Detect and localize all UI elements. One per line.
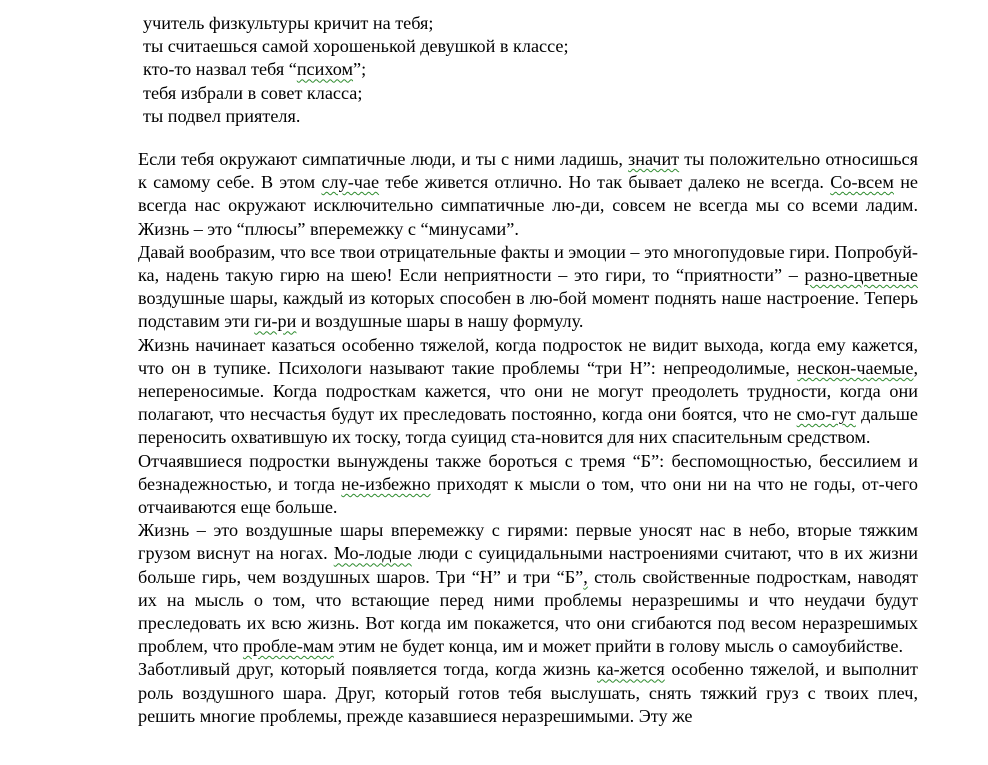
- paragraph-gap: [138, 128, 918, 148]
- paragraph-text: воздушные шары, каждый из которых способен в лю-бой момент поднять наше настроение. Теперь подставим эти: [138, 288, 918, 332]
- list-item-text: учитель физкультуры кричит на тебя;: [143, 13, 434, 33]
- spellcheck-word: пробле-мам: [242, 636, 334, 657]
- list-item-text: ты считаешься самой хорошенькой девушкой в классе;: [143, 36, 569, 57]
- list-item: [143, 58, 918, 81]
- body-paragraph: [138, 519, 918, 658]
- list-item: [143, 35, 918, 58]
- spellcheck-word: ги-ри: [254, 311, 297, 332]
- spellcheck-word: разно-цветные: [804, 264, 918, 285]
- body-paragraph: [138, 334, 918, 450]
- paragraphs: [138, 148, 918, 728]
- list-item-text: тебя избрали в совет класса;: [143, 82, 363, 103]
- paragraph-text: особенно тяжелой, и выполнит роль воздушного шара. Друг, который готов тебя выслушать, снять тяжкий груз с твоих плеч, решить многие проблемы, прежде казавшиеся неразрешимыми. Эту же: [138, 659, 918, 726]
- paragraph-text: Если тебя окружают симпатичные люди, и ты с ними ладишь,: [138, 148, 629, 169]
- spellcheck-word: психом: [296, 59, 354, 80]
- list-item: [143, 82, 918, 105]
- body-paragraph: [138, 450, 918, 520]
- spellcheck-word: ,: [583, 566, 588, 587]
- paragraph-text: приходят к мысли о том, что они ни на что не годы, от-чего отчаиваются еще больше.: [138, 473, 918, 517]
- list-item-text: ”;: [353, 59, 367, 80]
- paragraph-text: люди с суицидальными настроениями считают, что в их жизни больше гирь, чем воздушных шаров. Три “Н” и три “Б”: [138, 543, 919, 587]
- spellcheck-word: не-избежно: [341, 473, 431, 494]
- paragraph-text: Жизнь – это воздушные шары вперемежку с гирями: первые уносят нас в небо, вторые тяжким грузом виснут на ногах.: [138, 520, 918, 564]
- list-item: [143, 12, 918, 35]
- paragraph-text: этим не будет конца, им и может прийти в голову мысль о самоубийстве.: [333, 636, 904, 657]
- paragraph-text: Давай вообразим, что все твои отрицательные факты и эмоции – это многопудовые гири. Попробуй-ка, надень такую гирю на шею! Если неприятности – это гири, то “приятности” –: [138, 241, 918, 285]
- paragraph-text: ты положительно относишься к самому себе. В этом: [138, 148, 918, 193]
- paragraph-text: Заботливый друг, который появляется тогда, когда жизнь: [138, 659, 598, 680]
- spellcheck-word: смо-гут: [796, 404, 856, 425]
- list-item: [143, 105, 918, 128]
- paragraph-text: , непереносимые. Когда подросткам кажется, что они не могут преодолеть трудности, когда они полагают, что несчастья будут их преследовать постоянно, когда они боятся, что не: [138, 357, 918, 425]
- spellcheck-word: слу-чае: [321, 172, 380, 193]
- spellcheck-word: значит: [628, 148, 680, 169]
- spellcheck-word: ка-жется: [597, 659, 665, 680]
- situation-list: [138, 12, 918, 128]
- spellcheck-word: нескон-чаемые: [797, 357, 914, 378]
- body-paragraph: [138, 241, 918, 334]
- paragraph-text: тебе живется отлично. Но так бывает далеко не всегда.: [379, 172, 831, 193]
- spellcheck-word: Мо-лодые: [333, 543, 412, 564]
- body-paragraph: [138, 148, 918, 241]
- paragraph-text: Жизнь начинает казаться особенно тяжелой, когда подросток не видит выхода, когда ему кажется, что он в тупике. Психологи называют такие проблемы “три Н”: непреодолимые,: [138, 334, 918, 378]
- spellcheck-word: Со-всем: [830, 172, 894, 193]
- list-item-text: ты подвел приятеля.: [143, 105, 301, 126]
- list-item-text: кто-то назвал тебя “: [143, 59, 297, 80]
- paragraph-text: столь свойственные подросткам, наводят их на мысль о том, что встающие перед ними проблемы неразрешимы и что неудачи будут преследовать их всю жизнь. Вот когда им покажется, что они сгибаются под весом неразрешимых проблем, что: [138, 566, 918, 657]
- paragraph-text: Отчаявшиеся подростки вынуждены также бороться с тремя “Б”: беспомощностью, бессилием и безнадежностью, и тогда: [138, 450, 918, 494]
- paragraph-text: и воздушные шары в нашу формулу.: [296, 311, 584, 332]
- body-paragraph: [138, 658, 918, 728]
- paragraph-text: дальше переносить охватившую их тоску, тогда суицид ста-новится для них спасительным средством.: [138, 404, 919, 448]
- paragraph-text: не всегда нас окружают исключительно симпатичные лю-ди, совсем не всегда мы со всеми ладим. Жизнь – это “плюсы” вперемежку с “минусами”.: [138, 172, 918, 239]
- document-body: [138, 12, 918, 728]
